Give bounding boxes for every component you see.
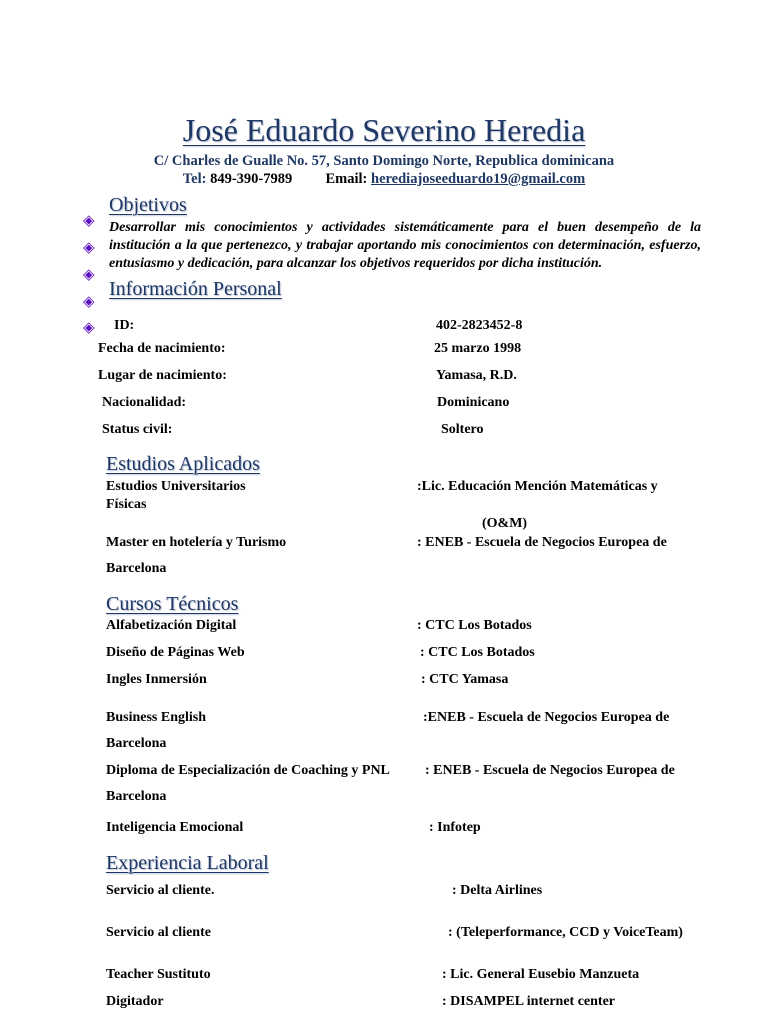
estudios-value-cont: Barcelona <box>106 561 167 576</box>
estudios-value: :Lic. Educación Mención Matemáticas y <box>417 479 658 494</box>
estudios-label: Master en hotelería y Turismo <box>106 535 287 550</box>
curso-label: Business English <box>106 710 206 725</box>
estudios-heading: Estudios Aplicados <box>106 453 260 475</box>
curso-label: Ingles Inmersión <box>106 672 207 687</box>
curso-label: Diseño de Páginas Web <box>106 645 245 660</box>
curso-label: Diploma de Especialización de Coaching y PNL <box>106 763 390 778</box>
tel-value: 849-390-7989 <box>210 171 293 187</box>
personal-label: Status civil: <box>102 422 173 437</box>
curso-value: :ENEB - Escuela de Negocios Europea de <box>423 710 670 725</box>
diamond-bullet-icon: ◈ <box>83 213 95 229</box>
diamond-bullet-icon: ◈ <box>83 294 95 310</box>
personal-label: Fecha de nacimiento: <box>98 341 226 356</box>
diamond-bullet-icon: ◈ <box>83 267 95 283</box>
personal-label: Nacionalidad: <box>102 395 187 410</box>
estudios-value: : ENEB - Escuela de Negocios Europea de <box>417 535 667 550</box>
diamond-bullet-icon: ◈ <box>83 320 95 336</box>
experiencia-heading: Experiencia Laboral <box>106 852 269 874</box>
personal-value: 25 marzo 1998 <box>434 341 522 356</box>
tel-label: Tel: <box>182 171 207 187</box>
personal-value: Soltero <box>441 422 484 437</box>
curso-label: Inteligencia Emocional <box>106 820 244 835</box>
personal-value: Yamasa, R.D. <box>436 368 517 383</box>
experiencia-value: : Delta Airlines <box>452 883 543 898</box>
experiencia-value: : DISAMPEL internet center <box>442 994 616 1009</box>
curso-value: : Infotep <box>429 820 481 835</box>
experiencia-value: : Lic. General Eusebio Manzueta <box>442 967 640 982</box>
cursos-heading: Cursos Técnicos <box>106 593 239 615</box>
email-link[interactable]: herediajoseeduardo19@gmail.com <box>371 171 586 187</box>
objetivos-text: Desarrollar mis conocimientos y actividades sistemáticamente para el buen desempeño de la institución a la que pertenezco, y trabajar aportando mis conocimientos con determinación, esfuerzo, entusiasmo y dedicación, para alcanzar los objetivos requeridos por dicha institución. <box>109 220 701 271</box>
curso-value: : CTC Los Botados <box>417 618 532 633</box>
curso-value-cont: Barcelona <box>106 736 167 751</box>
curso-value: : CTC Yamasa <box>421 672 509 687</box>
curso-value: : ENEB - Escuela de Negocios Europea de <box>425 763 675 778</box>
estudios-label: Estudios Universitarios <box>106 479 246 494</box>
curso-value-cont: Barcelona <box>106 789 167 804</box>
resume-name: José Eduardo Severino Heredia <box>182 112 586 148</box>
experiencia-label: Digitador <box>106 994 164 1009</box>
curso-value: : CTC Los Botados <box>420 645 535 660</box>
personal-heading: Información Personal <box>109 278 282 300</box>
personal-value: 402-2823452-8 <box>436 318 523 333</box>
experiencia-label: Servicio al cliente <box>106 925 211 940</box>
personal-label: Lugar de nacimiento: <box>98 368 227 383</box>
email-label: Email: <box>325 171 368 187</box>
experiencia-label: Teacher Sustituto <box>106 967 211 982</box>
personal-value: Dominicano <box>437 395 510 410</box>
diamond-bullet-icon: ◈ <box>83 240 95 256</box>
contact-line <box>0 171 768 188</box>
experiencia-value: : (Teleperformance, CCD y VoiceTeam) <box>448 925 683 940</box>
personal-label: ID: <box>114 318 135 333</box>
estudios-label: Físicas <box>106 497 147 512</box>
curso-label: Alfabetización Digital <box>106 618 237 633</box>
experiencia-label: Servicio al cliente. <box>106 883 215 898</box>
address-line: C/ Charles de Gualle No. 57, Santo Domingo Norte, Republica dominicana <box>153 153 615 169</box>
objetivos-heading: Objetivos <box>109 194 187 216</box>
estudios-value: (O&M) <box>482 516 528 531</box>
